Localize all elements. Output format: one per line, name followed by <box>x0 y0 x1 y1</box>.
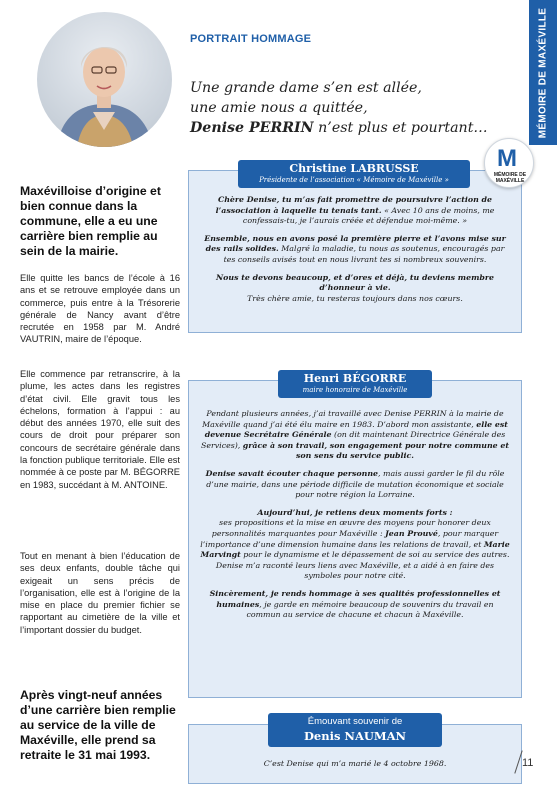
begorre-p1-b: elle est devenue Secrétaire Générale <box>204 419 508 440</box>
labrusse-p3-bold: Nous te devons beaucoup, et d’ores et déjà, tu deviens membre d’honneur à vie. <box>216 272 494 293</box>
begorre-p4-a: Sincèrement, je rends hommage à ses qualités professionnelles et humaines <box>209 588 501 609</box>
nauman-quote: C’est Denise qui m’a marié le 4 octobre 1968. <box>263 759 447 768</box>
begorre-text <box>199 409 511 621</box>
portrait-photo <box>37 12 172 147</box>
labrusse-p1-bold: Chère Denise, tu m’as fait promettre de poursuivre l’action de l’association à laquelle tu tenais tant. <box>215 195 493 215</box>
labrusse-header <box>238 160 470 188</box>
logo-letter: M <box>497 145 517 172</box>
headline <box>190 78 490 138</box>
begorre-p1-a: Pendant plusieurs années, j’ai travaillé avec Denise PERRIN à la mairie de Maxéville quand j’ai été élu maire en 1983. D’abord mon assistante, <box>202 409 504 429</box>
side-tab-label: MÉMOIRE DE MAXÉVILLE <box>537 7 549 138</box>
section-side-tab <box>529 0 557 145</box>
bio-paragraph-2: Elle commence par retranscrire, à la plume, les actes dans les registres d’état civil. Elle gravit tous les échelons, formation à l’appui : au début des années 1970, elle suit des cours de droit pour préparer son concours de secrétaire générale dans la fonction publique territoriale. Elle est nommée à ce poste par M. BÉGORRE en 1983, succédant à M. ANTOINE. <box>20 369 180 490</box>
begorre-name: Henri BÉGORRE <box>303 372 407 385</box>
begorre-p3-b: ses propositions et la mise en œuvre des moyens pour honorer deux personnalités marquantes pour Maxéville : <box>211 518 491 538</box>
labrusse-role: Présidente de l’association « Mémoire de Maxéville » <box>259 176 449 184</box>
begorre-p3-a: Aujourd’hui, je retiens deux moments forts : <box>257 507 453 517</box>
begorre-p3-f: pour le dynamisme et le dépassement de soi au service des autres. Denise m’a raconté leurs liens avec Maxéville, et a aidé à en faire des symboles pour notre cité. <box>215 550 510 581</box>
begorre-p2-b: , mais aussi garder le fil du rôle d’une mairie, dans une période difficile de mutation économique et sociale pour notre région la Lorraine. <box>206 468 505 500</box>
logo-text: MÉMOIRE DE MAXÉVILLE <box>493 172 527 184</box>
page-number: 11 <box>522 757 534 769</box>
labrusse-p1: « Avec 10 ans de moins, me confessais-tu, je l’aurais créée et défendue moi-même. » <box>242 205 495 226</box>
portrait-illustration <box>37 12 172 147</box>
begorre-p1-c: (on dit maintenant Directrice Générale des Services), <box>200 430 506 450</box>
headline-name: Denise PERRIN <box>190 120 314 136</box>
labrusse-name: Christine LABRUSSE <box>289 162 419 175</box>
section-label: PORTRAIT HOMMAGE <box>190 33 312 45</box>
begorre-p3-e: Marie Marvingt <box>200 539 510 560</box>
tribute-box-labrusse <box>188 170 522 333</box>
labrusse-p3: Très chère amie, tu resteras toujours dans nos cœurs. <box>247 293 463 303</box>
begorre-p2-a: Denise savait écouter chaque personne <box>205 468 379 478</box>
nauman-kicker: Émouvant souvenir de <box>307 716 403 727</box>
memoire-de-maxeville-logo <box>484 138 534 188</box>
nauman-name: Denis NAUMAN <box>303 729 407 743</box>
intro-lead: Maxévilloise d’origine et bien connue dans la commune, elle a eu une carrière bien remplie au sein de la mairie. <box>20 184 161 258</box>
labrusse-p2-bold: Ensemble, nous en avons posé la première pierre et l’avons mise sur des rails solides. <box>204 233 506 254</box>
begorre-p3-d: , pour marquer l’importance d’une dimension humaine dans les relations de travail, et <box>200 528 499 549</box>
labrusse-p2: Malgré la maladie, tu nous as soutenus, encouragés par tes conseils avisés tout en nous livrant tes si nombreux souvenirs. <box>223 244 505 264</box>
headline-line-3-rest: n’est plus et pourtant… <box>313 120 488 136</box>
begorre-header <box>278 370 432 398</box>
bio-paragraph-1: Elle quitte les bancs de l’école à 16 ans et se retrouve employée dans un commerce, puis entre à la Trésorerie générale de Nancy avant d’être recrutée en 1958 par M. André VAUTRIN, maire de l’époque. <box>20 273 180 345</box>
tribute-box-begorre <box>188 380 522 698</box>
begorre-p3-c: Jean Prouvé <box>385 528 438 538</box>
labrusse-text <box>199 195 511 304</box>
headline-line-2: une amie nous a quittée, <box>190 100 368 116</box>
begorre-role: maire honoraire de Maxéville <box>302 386 408 394</box>
headline-line-1: Une grande dame s’en est allée, <box>190 80 422 96</box>
begorre-p1-d: grâce à son travail, son engagement pour notre commune et son sens du service public. <box>242 440 509 461</box>
headline-line-3 <box>190 118 490 138</box>
nauman-header <box>268 713 442 747</box>
begorre-p4-b: , je garde en mémoire beaucoup de souvenirs du travail en commun au service de chacune et chacun à Maxéville. <box>246 599 494 620</box>
bio-paragraph-3: Tout en menant à bien l’éducation de ses deux enfants, double tâche qui exigeait un sens précis de l’organisation, elle est à l’origine de la mise en place du premier fichier se rapportant au cimetière de la ville et l’important dossier du budget. <box>20 551 180 635</box>
retirement-lead: Après vingt-neuf années d’une carrière bien remplie au service de la ville de Maxéville, elle prend sa retraite le 31 mai 1993. <box>20 688 176 762</box>
